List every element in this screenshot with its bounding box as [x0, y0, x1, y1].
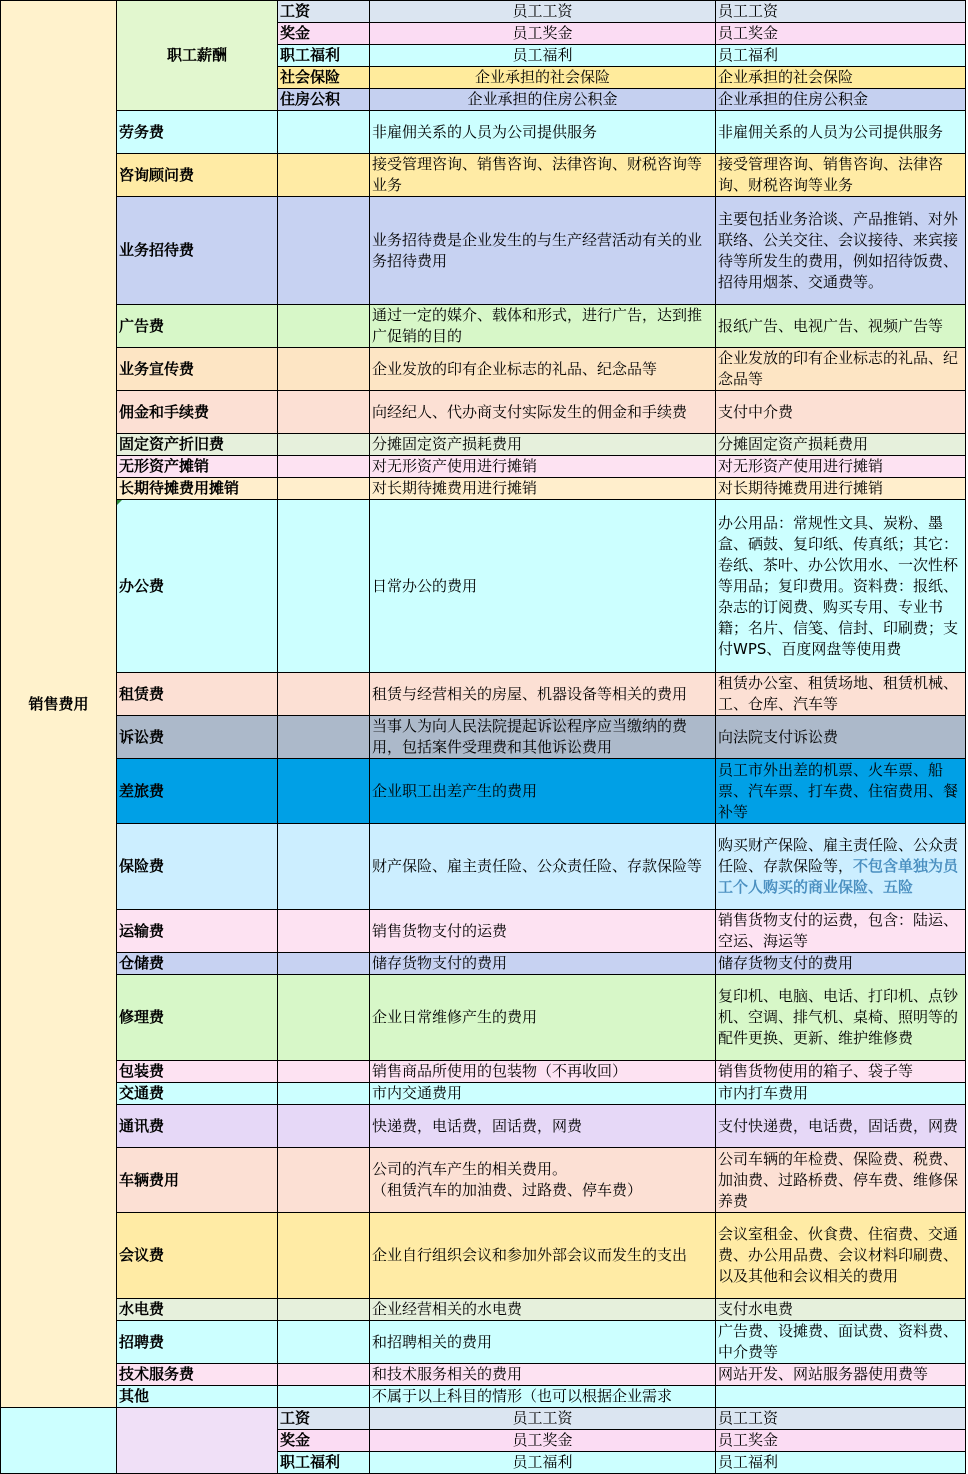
account-name-cell[interactable]: 修理费: [117, 975, 278, 1061]
table-row[interactable]: [1, 910, 966, 953]
description-cell[interactable]: 企业自行组织会议和参加外部会议而发生的支出: [370, 1213, 716, 1299]
subitem-cell[interactable]: [278, 305, 370, 348]
description-cell[interactable]: 员工奖金: [370, 1430, 716, 1452]
account-name-cell[interactable]: 咨询顾问费: [117, 154, 278, 197]
account-name-cell[interactable]: 无形资产摊销: [117, 456, 278, 478]
example-cell[interactable]: 企业承担的住房公积金: [716, 89, 966, 111]
table-row[interactable]: [1, 1105, 966, 1148]
description-cell[interactable]: 不属于以上科目的情形（也可以根据企业需求: [370, 1386, 716, 1408]
subitem-cell[interactable]: 奖金: [278, 23, 370, 45]
example-cell[interactable]: 报纸广告、电视广告、视频广告等: [716, 305, 966, 348]
example-cell[interactable]: 支付中介费: [716, 391, 966, 434]
example-cell[interactable]: 向法院支付诉讼费: [716, 716, 966, 759]
account-name-cell[interactable]: 差旅费: [117, 759, 278, 824]
example-cell[interactable]: 网站开发、网站服务器使用费等: [716, 1364, 966, 1386]
example-cell[interactable]: 接受管理咨询、销售咨询、法律咨询、财税咨询等业务: [716, 154, 966, 197]
example-cell[interactable]: 员工工资: [716, 1408, 966, 1430]
description-cell[interactable]: 员工工资: [370, 1, 716, 23]
table-row[interactable]: [1, 1083, 966, 1105]
account-name-cell[interactable]: 诉讼费: [117, 716, 278, 759]
table-row[interactable]: [1, 154, 966, 197]
example-cell[interactable]: 储存货物支付的费用: [716, 953, 966, 975]
subitem-cell[interactable]: [278, 716, 370, 759]
example-cell[interactable]: 支付水电费: [716, 1299, 966, 1321]
subitem-cell[interactable]: [278, 434, 370, 456]
category-cell[interactable]: 销售费用: [1, 1, 117, 1408]
subitem-cell[interactable]: [278, 348, 370, 391]
table-row[interactable]: [1, 348, 966, 391]
table-row[interactable]: [1, 759, 966, 824]
example-cell[interactable]: 分摊固定资产损耗费用: [716, 434, 966, 456]
subitem-cell[interactable]: [278, 953, 370, 975]
account-name-cell[interactable]: 广告费: [117, 305, 278, 348]
table-row[interactable]: [1, 953, 966, 975]
subitem-cell[interactable]: [278, 1213, 370, 1299]
table-row[interactable]: [1, 1364, 966, 1386]
table-row[interactable]: [1, 673, 966, 716]
example-cell[interactable]: 员工奖金: [716, 23, 966, 45]
table-row[interactable]: [1, 434, 966, 456]
salary-group-cell[interactable]: 职工薪酬: [117, 1, 278, 111]
description-cell[interactable]: 租赁与经营相关的房屋、机器设备等相关的费用: [370, 673, 716, 716]
subitem-cell[interactable]: [278, 1105, 370, 1148]
account-name-cell[interactable]: 佣金和手续费: [117, 391, 278, 434]
next-group-cell[interactable]: [117, 1408, 278, 1474]
example-cell[interactable]: 购买财产保险、雇主责任险、公众责任险、存款保险等，不包含单独为员工个人购买的商业保险、五险: [716, 824, 966, 910]
subitem-cell[interactable]: 奖金: [278, 1430, 370, 1452]
account-name-cell[interactable]: 租赁费: [117, 673, 278, 716]
subitem-cell[interactable]: [278, 910, 370, 953]
highlight-note: 不包含单独为员工个人购买的商业保险、五险: [718, 857, 959, 896]
subitem-cell[interactable]: [278, 111, 370, 154]
example-cell[interactable]: 销售货物支付的运费，包含：陆运、空运、海运等: [716, 910, 966, 953]
subitem-cell[interactable]: 社会保险: [278, 67, 370, 89]
example-cell[interactable]: 员工奖金: [716, 1430, 966, 1452]
example-cell[interactable]: 对长期待摊费用进行摊销: [716, 478, 966, 500]
table-row[interactable]: [1, 1299, 966, 1321]
description-cell[interactable]: 接受管理咨询、销售咨询、法律咨询、财税咨询等业务: [370, 154, 716, 197]
account-name-cell[interactable]: 水电费: [117, 1299, 278, 1321]
example-cell[interactable]: 对无形资产使用进行摊销: [716, 456, 966, 478]
subitem-cell[interactable]: [278, 1321, 370, 1364]
example-cell[interactable]: 员工市外出差的机票、火车票、船票、汽车票、打车费、住宿费用、餐补等: [716, 759, 966, 824]
account-name-cell[interactable]: 会议费: [117, 1213, 278, 1299]
example-cell[interactable]: [716, 1386, 966, 1408]
account-name-cell[interactable]: 业务招待费: [117, 197, 278, 305]
example-cell[interactable]: 主要包括业务洽谈、产品推销、对外联络、公关交往、会议接待、来宾接待等所发生的费用，例如招待饭费、招待用烟茶、交通费等。: [716, 197, 966, 305]
example-cell[interactable]: 广告费、设摊费、面试费、资料费、中介费等: [716, 1321, 966, 1364]
example-cell[interactable]: 企业发放的印有企业标志的礼品、纪念品等: [716, 348, 966, 391]
example-cell[interactable]: 销售货物使用的箱子、袋子等: [716, 1061, 966, 1083]
description-cell[interactable]: 企业发放的印有企业标志的礼品、纪念品等: [370, 348, 716, 391]
description-cell[interactable]: 非雇佣关系的人员为公司提供服务: [370, 111, 716, 154]
subitem-cell[interactable]: [278, 1148, 370, 1213]
description-cell[interactable]: 企业承担的社会保险: [370, 67, 716, 89]
table-row[interactable]: [1, 500, 966, 673]
subitem-cell[interactable]: [278, 673, 370, 716]
table-row[interactable]: [1, 716, 966, 759]
example-cell[interactable]: 租赁办公室、租赁场地、租赁机械、工、仓库、汽车等: [716, 673, 966, 716]
example-cell[interactable]: 办公用品：常规性文具、炭粉、墨盒、硒鼓、复印纸、传真纸；其它：卷纸、茶叶、办公饮用水、一次性杯等用品；复印费用。资料费：报纸、杂志的订阅费、购买专用、专业书籍；名片、信笺、信封、印刷费；支付WPS、百度网盘等使用费: [716, 500, 966, 673]
account-name-cell[interactable]: 通讯费: [117, 1105, 278, 1148]
account-name-cell[interactable]: 业务宣传费: [117, 348, 278, 391]
subitem-cell[interactable]: [278, 1386, 370, 1408]
description-cell[interactable]: 企业职工出差产生的费用: [370, 759, 716, 824]
subitem-cell[interactable]: [278, 478, 370, 500]
description-cell[interactable]: 对长期待摊费用进行摊销: [370, 478, 716, 500]
example-cell[interactable]: 公司车辆的年检费、保险费、税费、加油费、过路桥费、停车费、维修保养费: [716, 1148, 966, 1213]
example-cell[interactable]: 员工工资: [716, 1, 966, 23]
account-name-cell[interactable]: 招聘费: [117, 1321, 278, 1364]
description-cell[interactable]: 员工福利: [370, 1452, 716, 1474]
description-cell[interactable]: 分摊固定资产损耗费用: [370, 434, 716, 456]
table-row[interactable]: [1, 1321, 966, 1364]
description-cell[interactable]: 员工工资: [370, 1408, 716, 1430]
subitem-cell[interactable]: [278, 500, 370, 673]
account-name-cell[interactable]: 固定资产折旧费: [117, 434, 278, 456]
description-cell[interactable]: 日常办公的费用: [370, 500, 716, 673]
account-name-cell[interactable]: 仓储费: [117, 953, 278, 975]
description-cell[interactable]: 向经纪人、代办商支付实际发生的佣金和手续费: [370, 391, 716, 434]
account-name-cell[interactable]: 保险费: [117, 824, 278, 910]
example-cell[interactable]: 市内打车费用: [716, 1083, 966, 1105]
account-name-cell[interactable]: 包装费: [117, 1061, 278, 1083]
subitem-cell[interactable]: [278, 1299, 370, 1321]
description-cell[interactable]: 当事人为向人民法院提起诉讼程序应当缴纳的费用，包括案件受理费和其他诉讼费用: [370, 716, 716, 759]
table-row[interactable]: [1, 1213, 966, 1299]
table-row[interactable]: [1, 456, 966, 478]
subitem-cell[interactable]: [278, 154, 370, 197]
subitem-cell[interactable]: [278, 197, 370, 305]
description-cell[interactable]: 市内交通费用: [370, 1083, 716, 1105]
table-row[interactable]: [1, 111, 966, 154]
subitem-cell[interactable]: [278, 456, 370, 478]
account-name-cell[interactable]: 其他: [117, 1386, 278, 1408]
table-row[interactable]: [1, 391, 966, 434]
description-cell[interactable]: 和技术服务相关的费用: [370, 1364, 716, 1386]
subitem-cell[interactable]: [278, 975, 370, 1061]
description-cell[interactable]: 销售货物支付的运费: [370, 910, 716, 953]
next-category-cell[interactable]: [1, 1408, 117, 1474]
table-row[interactable]: [1, 478, 966, 500]
subitem-cell[interactable]: [278, 1083, 370, 1105]
description-cell[interactable]: 员工奖金: [370, 23, 716, 45]
subitem-cell[interactable]: 住房公积: [278, 89, 370, 111]
description-cell[interactable]: 销售商品所使用的包装物（不再收回）: [370, 1061, 716, 1083]
subitem-cell[interactable]: 工资: [278, 1408, 370, 1430]
example-cell[interactable]: 支付快递费，电话费，固话费，网费: [716, 1105, 966, 1148]
account-name-cell[interactable]: 技术服务费: [117, 1364, 278, 1386]
account-name-cell[interactable]: 交通费: [117, 1083, 278, 1105]
description-cell[interactable]: 业务招待费是企业发生的与生产经营活动有关的业务招待费用: [370, 197, 716, 305]
subitem-cell[interactable]: [278, 1364, 370, 1386]
example-cell[interactable]: 复印机、电脑、电话、打印机、点钞机、空调、排气机、桌椅、照明等的配件更换、更新、维护维修费: [716, 975, 966, 1061]
subitem-cell[interactable]: [278, 759, 370, 824]
example-cell[interactable]: 员工福利: [716, 1452, 966, 1474]
account-name-cell[interactable]: 办公费: [117, 500, 278, 673]
account-name-cell[interactable]: 长期待摊费用摊销: [117, 478, 278, 500]
description-cell[interactable]: 企业承担的住房公积金: [370, 89, 716, 111]
example-cell[interactable]: 非雇佣关系的人员为公司提供服务: [716, 111, 966, 154]
example-cell[interactable]: 员工福利: [716, 45, 966, 67]
table-row[interactable]: [1, 1386, 966, 1408]
description-cell[interactable]: 对无形资产使用进行摊销: [370, 456, 716, 478]
subitem-cell[interactable]: [278, 1061, 370, 1083]
table-row[interactable]: [1, 1148, 966, 1213]
description-cell[interactable]: 员工福利: [370, 45, 716, 67]
subitem-cell[interactable]: 工资: [278, 1, 370, 23]
description-cell[interactable]: 企业经营相关的水电费: [370, 1299, 716, 1321]
description-cell[interactable]: 储存货物支付的费用: [370, 953, 716, 975]
example-cell[interactable]: 企业承担的社会保险: [716, 67, 966, 89]
subitem-cell[interactable]: [278, 824, 370, 910]
account-name-cell[interactable]: 劳务费: [117, 111, 278, 154]
subitem-cell[interactable]: 职工福利: [278, 45, 370, 67]
table-row[interactable]: [1, 824, 966, 910]
account-name-cell[interactable]: 运输费: [117, 910, 278, 953]
description-cell[interactable]: 企业日常维修产生的费用: [370, 975, 716, 1061]
table-row[interactable]: [1, 197, 966, 305]
description-cell[interactable]: 和招聘相关的费用: [370, 1321, 716, 1364]
subitem-cell[interactable]: [278, 391, 370, 434]
account-name-cell[interactable]: 车辆费用: [117, 1148, 278, 1213]
subitem-cell[interactable]: 职工福利: [278, 1452, 370, 1474]
table-row[interactable]: [1, 1408, 966, 1430]
description-cell[interactable]: 通过一定的媒介、载体和形式，进行广告，达到推广促销的目的: [370, 305, 716, 348]
example-cell[interactable]: 会议室租金、伙食费、住宿费、交通费、办公用品费、会议材料印刷费、以及其他和会议相关的费用: [716, 1213, 966, 1299]
table-row[interactable]: [1, 1061, 966, 1083]
description-cell[interactable]: 快递费，电话费，固话费，网费: [370, 1105, 716, 1148]
table-row[interactable]: [1, 1, 966, 23]
table-row[interactable]: [1, 305, 966, 348]
description-cell[interactable]: 财产保险、雇主责任险、公众责任险、存款保险等: [370, 824, 716, 910]
table-row[interactable]: [1, 975, 966, 1061]
description-cell[interactable]: 公司的汽车产生的相关费用。 （租赁汽车的加油费、过路费、停车费）: [370, 1148, 716, 1213]
